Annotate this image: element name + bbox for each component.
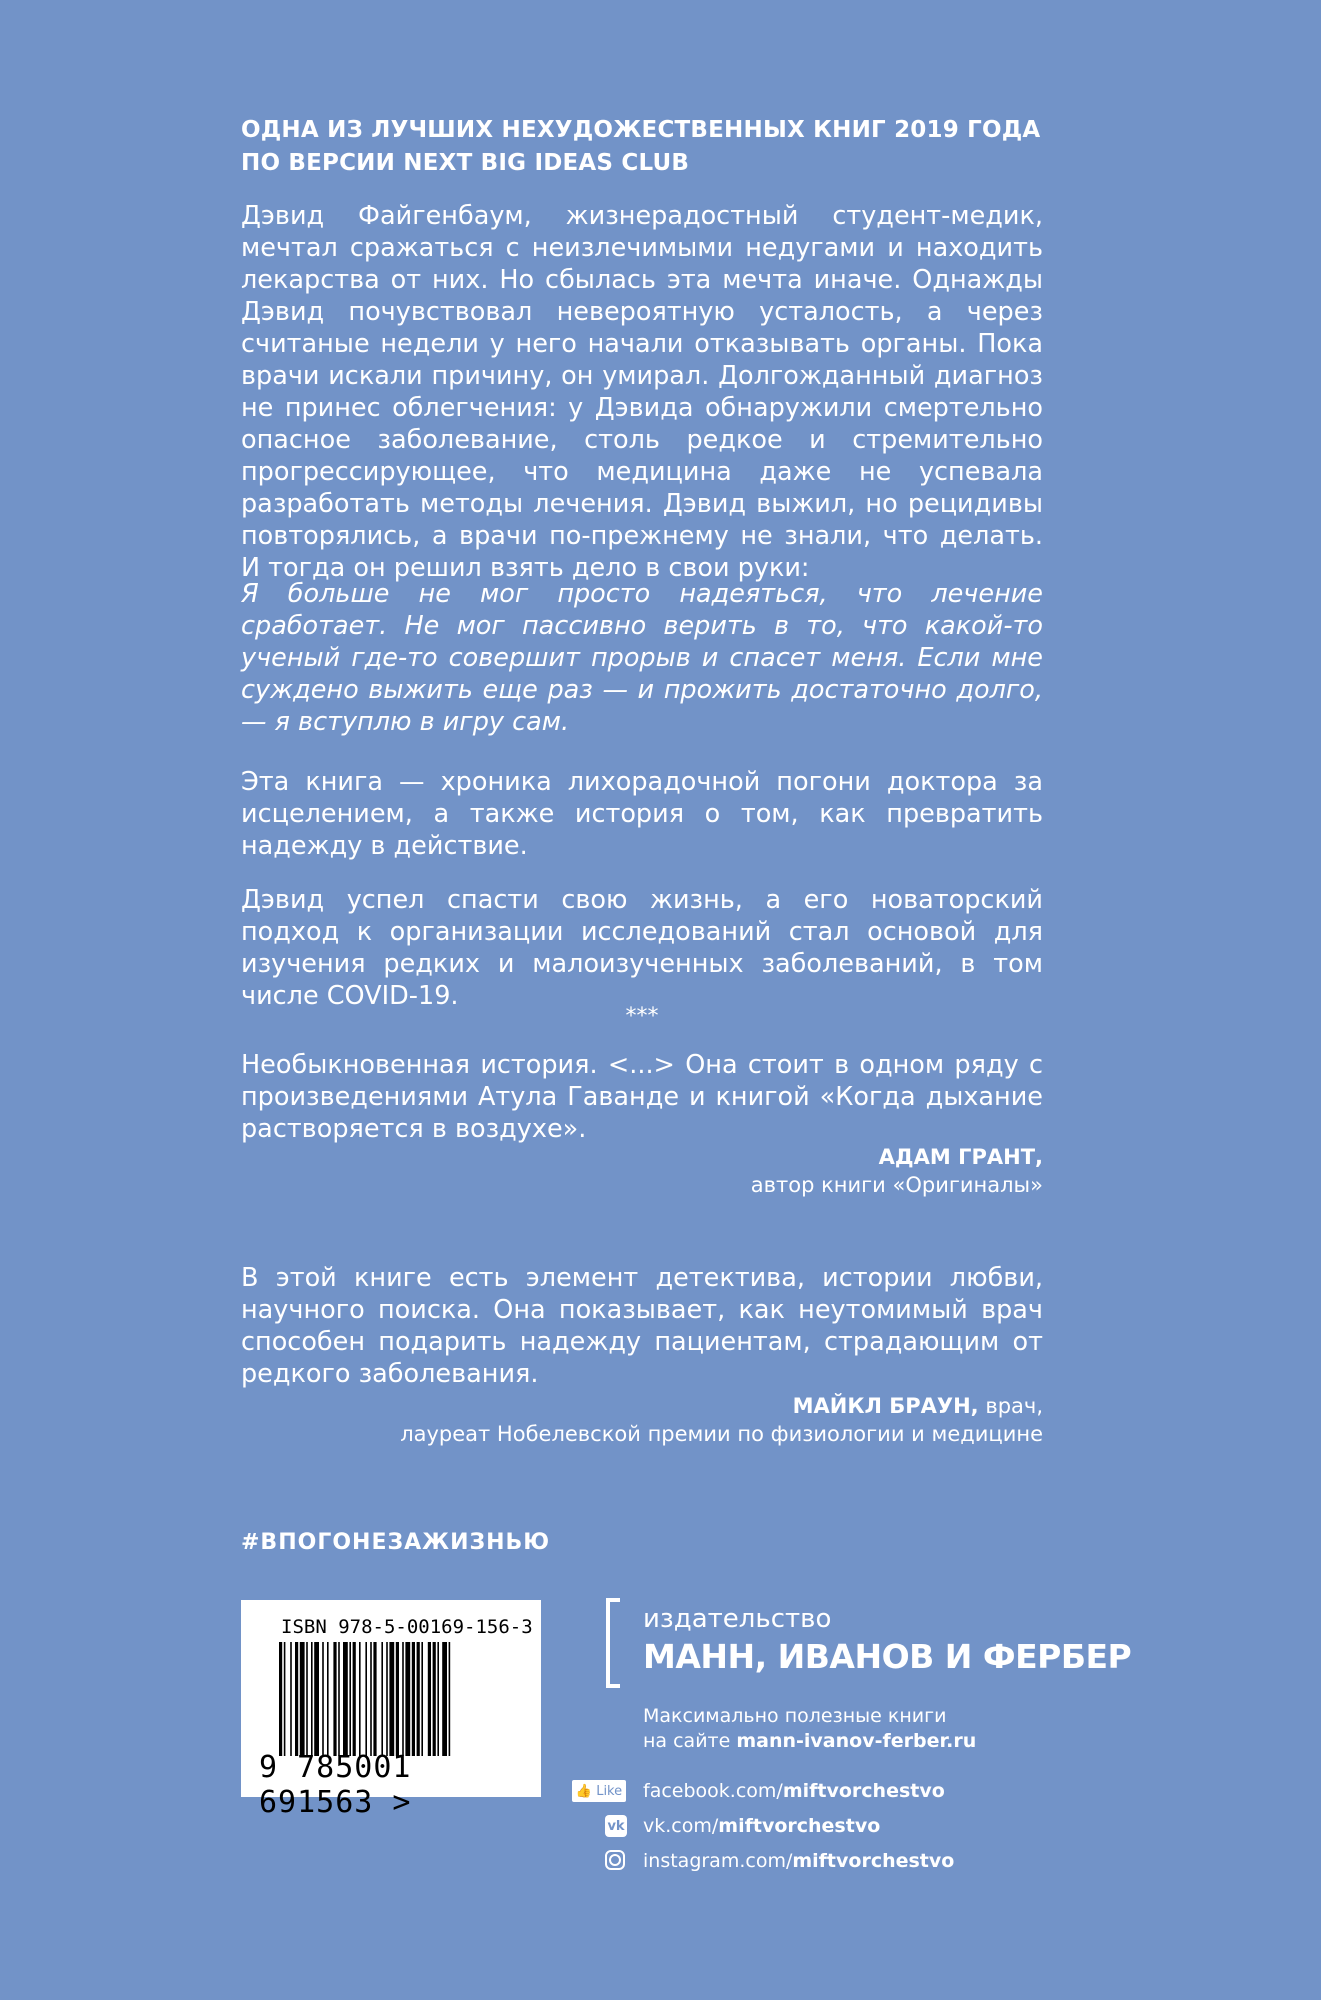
barcode-bar	[306, 1642, 308, 1756]
barcode-digits: 9 785001 691563 >	[259, 1750, 412, 1820]
review-2-role: лауреат Нобелевской премии по физиологии и медицине	[400, 1422, 1043, 1446]
barcode-bar	[290, 1642, 292, 1756]
description-paragraph: Эта книга — хроника лихорадочной погони доктора за исцелением, а также история о том, как превратить надежду в действие.	[241, 767, 1043, 861]
hashtag: #ВПОГОНЕЗАЖИЗНЬЮ	[241, 1530, 551, 1555]
barcode-bar	[349, 1642, 351, 1756]
review-1-role: автор книги «Оригиналы»	[750, 1173, 1043, 1197]
barcode-bar	[402, 1642, 404, 1756]
vk-link[interactable]	[572, 1813, 1042, 1841]
publisher-bracket-logo	[606, 1598, 620, 1688]
review-2-author-suffix: врач,	[978, 1394, 1043, 1418]
barcode-bar	[449, 1642, 451, 1756]
barcode-bar	[412, 1642, 415, 1756]
instagram-icon	[605, 1850, 625, 1870]
barcode-bar	[338, 1642, 340, 1756]
barcode-bar	[295, 1642, 298, 1756]
barcode-bar	[300, 1642, 305, 1756]
barcode-bar	[389, 1642, 394, 1756]
intro-paragraph: Дэвид Файгенбаум, жизнерадостный студент-медик, мечтал сражаться с неизлечимыми недугами и находить лекарства от них. Но сбылась эта мечта иначе. Однажды Дэвид почувствовал невероятную усталость, а через считаные недели у него начали отказывать органы. Пока врачи искали причину, он умирал. Долгожданный диагноз не принес облегчения: у Дэвида обнаружили смертельно опасное заболевание, столь редкое и стремительно прогрессирующее, что медицина даже не успевала разработать методы лечения. Дэвид выжил, но рецидивы повторялись, а врачи по-прежнему не знали, что делать. И тогда он решил взять дело в свои руки:	[241, 201, 1043, 583]
barcode-bar	[386, 1642, 388, 1756]
review-2-author: МАЙКЛ БРАУН,	[792, 1394, 979, 1418]
review-1-attribution	[241, 1143, 1043, 1199]
barcode-bars	[279, 1642, 505, 1756]
publisher-name: МАНН, ИВАНОВ И ФЕРБЕР	[643, 1637, 1132, 1676]
barcode-bar	[428, 1642, 431, 1756]
publisher-note	[643, 1704, 976, 1754]
barcode-bar	[359, 1642, 361, 1756]
section-separator: ***	[625, 1004, 659, 1029]
instagram-link[interactable]	[572, 1848, 1042, 1876]
barcode-bar	[421, 1642, 423, 1756]
facebook-link[interactable]	[572, 1778, 1042, 1806]
headline-line-1: ОДНА ИЗ ЛУЧШИХ НЕХУДОЖЕСТВЕННЫХ КНИГ 2019 ГОДА	[241, 117, 1041, 143]
publisher-note-line1: Максимально полезные книги	[643, 1705, 947, 1727]
barcode-bar	[381, 1642, 383, 1756]
barcode-bar	[373, 1642, 376, 1756]
barcode-bar	[417, 1642, 420, 1756]
vk-prefix: vk.com/	[643, 1815, 719, 1837]
vk-icon: vk	[605, 1815, 627, 1837]
facebook-handle: miftvorchestvo	[782, 1780, 945, 1802]
barcode-bar	[442, 1642, 447, 1756]
barcode-bar	[437, 1642, 439, 1756]
barcode	[241, 1600, 541, 1820]
headline-line-2: ПО ВЕРСИИ NEXT BIG IDEAS CLUB	[241, 150, 690, 176]
barcode-bar	[405, 1642, 410, 1756]
author-quote: Я больше не мог просто надеяться, что лечение сработает. Не мог пассивно верить в то, что какой-то ученый где-то совершит прорыв и спасет меня. Если мне суждено выжить еще раз — и прожить достаточно долго, — я вступлю в игру сам.	[241, 579, 1043, 737]
facebook-like-icon: 👍 Like	[572, 1780, 626, 1802]
barcode-bar	[311, 1642, 313, 1756]
barcode-bar	[333, 1642, 336, 1756]
review-2-attribution	[241, 1392, 1043, 1448]
barcode-bar	[370, 1642, 372, 1756]
facebook-prefix: facebook.com/	[643, 1780, 783, 1802]
review-1-author: АДАМ ГРАНТ,	[878, 1145, 1043, 1169]
outcome-paragraph: Дэвид успел спасти свою жизнь, а его новаторский подход к организации исследований стал основой для изучения редких и малоизученных заболеваний, в том числе COVID-19.	[241, 885, 1043, 1011]
barcode-bar	[284, 1642, 286, 1756]
publisher-note-prefix: на сайте	[643, 1730, 737, 1752]
barcode-bar	[279, 1642, 282, 1756]
vk-handle: miftvorchestvo	[718, 1815, 881, 1837]
barcode-bar	[365, 1642, 367, 1756]
barcode-bar	[343, 1642, 348, 1756]
headline	[241, 114, 1043, 180]
publisher-site-link[interactable]: mann-ivanov-ferber.ru	[736, 1730, 977, 1752]
instagram-handle: miftvorchestvo	[792, 1850, 955, 1872]
review-2-text: В этой книге есть элемент детектива, истории любви, научного поиска. Она показывает, как неутомимый врач способен подарить надежду пациентам, страдающим от редкого заболевания.	[241, 1263, 1043, 1389]
barcode-bar	[433, 1642, 436, 1756]
publisher-label: издательство	[643, 1604, 832, 1634]
barcode-bar	[322, 1642, 324, 1756]
isbn-number: ISBN 978-5-00169-156-3	[281, 1616, 533, 1638]
instagram-prefix: instagram.com/	[643, 1850, 793, 1872]
barcode-bar	[314, 1642, 319, 1756]
like-label: Like	[596, 1783, 623, 1799]
review-1-text: Необыкновенная история. <...> Она стоит в одном ряду с произведениями Атула Гаванде и книгой «Когда дыхание растворяется в воздухе».	[241, 1050, 1043, 1144]
barcode-bar	[353, 1642, 356, 1756]
barcode-bar	[396, 1642, 399, 1756]
barcode-bar	[327, 1642, 329, 1756]
